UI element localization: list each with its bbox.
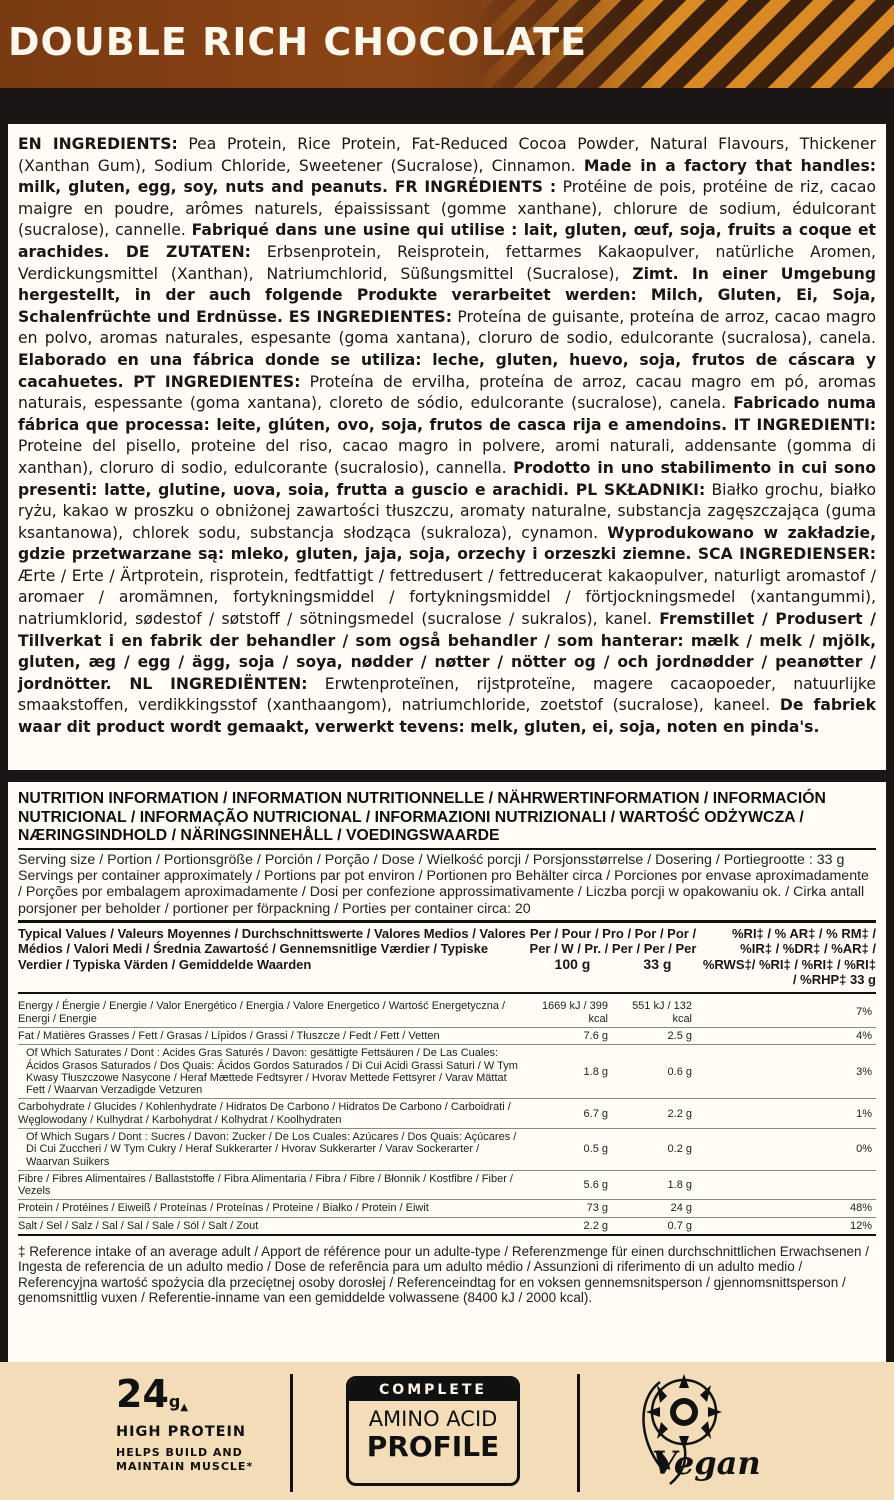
table-row bbox=[18, 1028, 876, 1045]
value-per-100g: 1.8 g bbox=[583, 1065, 608, 1078]
value-per-100g: 2.2 g bbox=[583, 1219, 608, 1232]
value-per-33g: 2.5 g bbox=[667, 1029, 692, 1042]
nutrition-title: NUTRITION INFORMATION / INFORMATION NUTRITIONNELLE / NÄHRWERTINFORMATION / INFORMACIÓN NUTRICIONAL / INFORMAÇÃO NUTRICIONAL / INFORMAZIONI NUTRIZIONALI / WARTOŚĆ ODŻYWCZA / NÆRINGSINDHOLD / NÄRINGSINNEHÅLL / VOEDINGSWAARDE bbox=[18, 790, 876, 850]
ingredients-bold-segment: Made in a factory that handles: milk, gluten, egg, soy, nuts and peanuts. FR INGRÉDIENTS : bbox=[18, 156, 877, 197]
nutrient-label: Fat / Matières Grasses / Fett / Grasas / Lípidos / Grassi / Tłuszcze / Fedt / Fett / Vetten bbox=[18, 1029, 440, 1042]
nutrient-label: Energy / Énergie / Energie / Valor Energético / Energia / Valore Energetico / Wartość Energetyczna / Energi / Energie bbox=[18, 1000, 506, 1025]
muscle-claim: HELPS BUILD AND MAINTAIN MUSCLE* bbox=[116, 1446, 254, 1473]
ingredients-bold-segment: Fremstillet / Produsert / Tillverkat i en fabrik der behandler / som også behandler / som hanterar: mælk / melk / mjölk, gluten, æg / egg / ägg, soja / soya, nødder / nøtter / nötter og / och jordnødder / peanøtter / jordnötter. NL INGREDIËNTEN: bbox=[18, 610, 876, 693]
divider bbox=[290, 1374, 293, 1492]
ingredients-bold-segment: Prodotto in uno stabilimento in cui sono presenti: latte, glutine, uova, soia, frutta a guscio e arachidi. PL SKŁADNIKI: bbox=[18, 458, 877, 499]
serving-info bbox=[18, 850, 876, 924]
value-per-33g: 0.6 g bbox=[667, 1065, 692, 1078]
ingredients-bold-segment: Fabriqué dans une usine qui utilise : lait, gluten, œuf, soja, fruits a coque et arachides. DE ZUTATEN: bbox=[18, 221, 876, 261]
table-row bbox=[18, 1045, 876, 1099]
nutrition-rows bbox=[18, 994, 876, 1236]
ingredients-segment: Proteine del pisello, proteine del riso, cacao magro in polvere, aromi naturali, addensante (gomma di xanthan), cloruro di sodio, edulcorante (sucralosio), cannella. bbox=[18, 437, 876, 477]
triangle-icon: ▲ bbox=[180, 1402, 189, 1413]
amino-acid-badge bbox=[346, 1376, 520, 1486]
serving-size: Serving size / Portion / Portionsgröße / Porción / Porção / Dose / Wielkość porcji / Porsjonsstørrelse / Dosering / Portiegrootte : 33 g bbox=[18, 851, 845, 868]
vegan-label: Vegan bbox=[652, 1444, 761, 1482]
percent-ri: 1% bbox=[856, 1107, 872, 1120]
amino-profile-text: PROFILE bbox=[366, 1430, 500, 1463]
nutrient-label: Salt / Sel / Salz / Sal / Sal / Sale / Sól / Salt / Zout bbox=[18, 1219, 259, 1232]
claims-footer bbox=[0, 1362, 894, 1500]
amino-acid-text: AMINO ACID bbox=[368, 1407, 498, 1431]
ingredients-segment: Białko grochu, białko ryżu, kakao w proszku o obniżonej zawartości tłuszczu, aromaty naturalne, substancja zagęszczająca (guma ksantanowa), chlorek sodu, substancja słodząca (sukraloza), cynamon. bbox=[18, 480, 876, 542]
flavor-title: DOUBLE RICH CHOCOLATE bbox=[8, 20, 588, 64]
header-100g: 100 g bbox=[554, 955, 591, 972]
value-per-33g: 0.2 g bbox=[667, 1143, 692, 1156]
nutrition-panel bbox=[8, 782, 886, 1362]
percent-ri: 7% bbox=[856, 1006, 872, 1019]
ingredients-bold-segment: Wyprodukowano w zakładzie, gdzie przetwarzane są: mleko, gluten, jaja, soja, orzechy i orzeszki ziemne. SCA INGREDIENSER: bbox=[18, 523, 877, 564]
value-per-33g: 551 kJ / 132 kcal bbox=[632, 1000, 692, 1025]
header-per bbox=[528, 926, 698, 987]
table-row bbox=[18, 1218, 876, 1236]
ingredients-bold-segment: De fabriek waar dit product wordt gemaakt, verwerkt tevens: melk, gluten, ei, soja, noten en pinda's. bbox=[18, 696, 876, 737]
ingredients-segment: Erwtenproteïnen, rijstproteïne, magere cacaopoeder, natuurlijke smaakstoffen, verdikkingsstof (xanthaangom), natriumchloride, zoetstof (sucralose), kaneel. bbox=[18, 674, 876, 715]
percent-ri: 0% bbox=[856, 1143, 872, 1156]
divider bbox=[577, 1374, 580, 1492]
header-typical-values: Typical Values / Valeurs Moyennes / Durchschnittswerte / Valores Medios / Valores Médios / Valori Medi / Średnia Zawartość / Gennemsnitlige Værdier / Typiske Verdier / Typiska Värden / Gemiddelde Waarden bbox=[18, 926, 526, 972]
ingredients-segment: Proteína de guisante, proteína de arroz, cacao magro en polvo, aromas naturales, espesante (goma xantana), cloruro de sodio, edulcorante (sucralosa), canela. bbox=[18, 307, 877, 348]
value-per-100g: 1669 kJ / 399 kcal bbox=[541, 1000, 608, 1025]
header-units bbox=[528, 957, 698, 972]
ingredients-segment: Proteína de ervilha, proteína de arroz, cacau magro em pó, aromas naturais, espessante (goma xantana), cloreto de sódio, edulcorante (sucralose), canela. bbox=[18, 372, 876, 413]
table-row bbox=[18, 994, 876, 1028]
table-row bbox=[18, 1200, 876, 1217]
value-per-33g: 0.7 g bbox=[667, 1219, 692, 1232]
ingredients-bold-segment: Fabricado numa fábrica que processa: leite, glúten, ovo, soja, frutos de casca rija e amendoins. IT INGREDIENTI: bbox=[18, 394, 876, 434]
nutrient-label: Of Which Sugars / Dont : Sucres / Davon: Zucker / De Los Cuales: Azúcares / Dos Quais: Açúcares / Di Cui Zuccheri / W Tym Cukry / Heraf Sukkerarter / Hvorav Sukkerarter / Varav Sockerarter / Waarvan Suikers bbox=[26, 1130, 517, 1168]
ingredients-panel bbox=[8, 124, 886, 770]
nutrition-table-header bbox=[18, 923, 876, 994]
header-33g: 33 g bbox=[643, 955, 672, 972]
nutrient-label: Protein / Protéines / Eiweiß / Proteínas / Proteínas / Proteine / Białko / Protein / Eiwit bbox=[18, 1202, 429, 1215]
value-per-100g: 5.6 g bbox=[583, 1179, 608, 1192]
table-row bbox=[18, 1171, 876, 1201]
protein-unit: g bbox=[168, 1392, 181, 1411]
value-per-100g: 7.6 g bbox=[583, 1029, 608, 1042]
value-per-33g: 2.2 g bbox=[667, 1107, 692, 1120]
table-row bbox=[18, 1129, 876, 1171]
ingredients-bold-segment: Zimt. In einer Umgebung hergestellt, in der auch folgende Produkte verarbeitet werden: Milch, Gluten, Ei, Soja, Schalenfrüchte und Erdnüsse. ES INGREDIENTES: bbox=[18, 264, 876, 326]
reference-intake-footnote: ‡ Reference intake of an average adult / Apport de référence pour un adulte-type / Referenzmenge für einen durchschnittlichen Erwachsenen / Ingesta de referencia de un adulto medio / Dose de referência para um adulto médio / Assunzioni di riferimento di un adulto medio / Referencyjna wartość spożycia dla przeciętnej osoby dorosłej / Referenceindtag for en voksen gennemsnitsperson / gjennomsnittsperson / genomsnittlig vuxen / Referentie-inname van een gemiddelde volwassene (8400 kJ / 2000 kcal). bbox=[18, 1244, 870, 1305]
servings-per-container: Servings per container approximately / Portions par pot environ / Portionen pro Behälter circa / Porciones por envase aproximadamente / Porções por embalagem aproximadamente / Dosi per confezione approssimativamente / Liczba porcji w opakowaniu ok. / Cirka antall porsjoner per beholder / portioner per förpackning / Porties per container circa: 20 bbox=[18, 867, 869, 917]
high-protein-label: HIGH PROTEIN bbox=[116, 1424, 247, 1440]
high-protein-badge bbox=[116, 1374, 276, 1473]
value-per-33g: 1.8 g bbox=[667, 1179, 692, 1192]
ingredients-segment: Pea Protein, Rice Protein, Fat-Reduced Cocoa Powder, Natural Flavours, Thickener (Xanthan Gum), Sodium Chloride, Sweetener (Sucralose), Cinnamon. bbox=[18, 135, 876, 175]
nutrient-label: Fibre / Fibres Alimentaires / Ballaststoffe / Fibra Alimentaria / Fibra / Fibre / Błonnik / Kostfibre / Fiber / Vezels bbox=[18, 1172, 513, 1198]
value-per-100g: 0.5 g bbox=[583, 1143, 608, 1156]
flavor-banner bbox=[0, 0, 894, 88]
protein-amount bbox=[116, 1374, 276, 1422]
amino-complete: COMPLETE bbox=[349, 1379, 517, 1401]
nutrient-label: Of Which Saturates / Dont : Acides Gras Saturés / Davon: gesättigte Fettsäuren / De Las Cuales: Ácidos Grasos Saturados / Dos Quais: Ácidos Gordos Saturados / Di Cui Acidi Grassi Saturi / W Tym Kwasy Tłuszczowe Nasycone / Heraf Mættede Fedtsyrer / Hvorav Mettede Fettsyrer / Varav Mättat Fett / Waarvan Verzadigde Vetzuren bbox=[26, 1047, 518, 1097]
value-per-33g: 24 g bbox=[670, 1202, 692, 1215]
ingredients-segment: Protéine de pois, protéine de riz, cacao maigre en poudre, arômes naturels, épaississant (gomme xanthane), chlorure de sodium, édulcorant (sucralose), cannelle. bbox=[18, 178, 877, 240]
protein-value: 24 bbox=[116, 1372, 169, 1416]
ingredients-bold-segment: Elaborado en una fábrica donde se utiliza: leche, gluten, huevo, soja, frutos de cáscara y cacahuetes. PT INGREDIENTES: bbox=[18, 350, 876, 391]
percent-ri: 12% bbox=[849, 1219, 872, 1232]
table-row bbox=[18, 1099, 876, 1129]
percent-ri: 4% bbox=[856, 1029, 872, 1042]
vegan-badge bbox=[630, 1370, 770, 1496]
percent-ri: 48% bbox=[849, 1202, 872, 1215]
percent-ri: 3% bbox=[856, 1065, 872, 1078]
value-per-100g: 73 g bbox=[586, 1202, 608, 1215]
ingredients-segment: Erbsenprotein, Reisprotein, fettarmes Kakaopulver, natürliche Aromen, Verdickungsmittel (Xanthan), Natriumchlorid, Süßungsmittel (Sucralose), bbox=[18, 242, 876, 283]
value-per-100g: 6.7 g bbox=[583, 1107, 608, 1120]
nutrient-label: Carbohydrate / Glucides / Kohlenhydrate / Hidratos De Carbono / Hidratos De Carbono / Carboidrati / Węglowodany / Kulhydrat / Karbohydrat / Kolhydrat / Koolhydraten bbox=[18, 1101, 511, 1126]
header-percent-ri: %RI‡ / % AR‡ / % RM‡ / %IR‡ / %DR‡ / %AR‡ / %RWS‡/ %RI‡ / %RI‡ / %RI‡ / %RHP‡ 33 g bbox=[702, 926, 876, 988]
header-per-label: Per / Pour / Pro / Por / Por / Per / W / Pr. / Per / Per / Per bbox=[529, 926, 697, 957]
ingredients-bold-segment: EN INGREDIENTS: bbox=[18, 135, 178, 153]
ingredients-segment: Ærte / Erte / Ärtprotein, risprotein, fedtfattigt / fettredusert / fettreducerat kakaopulver, naturligt aromastof / aromaer / aromämnen, fortykningsmiddel / fortykningsmiddel / förtjockningsmedel (xantangummi), natriumklorid, sødestof / søtstoff / sötningsmedel (sucralose / sukralos), kanel. bbox=[18, 566, 876, 629]
